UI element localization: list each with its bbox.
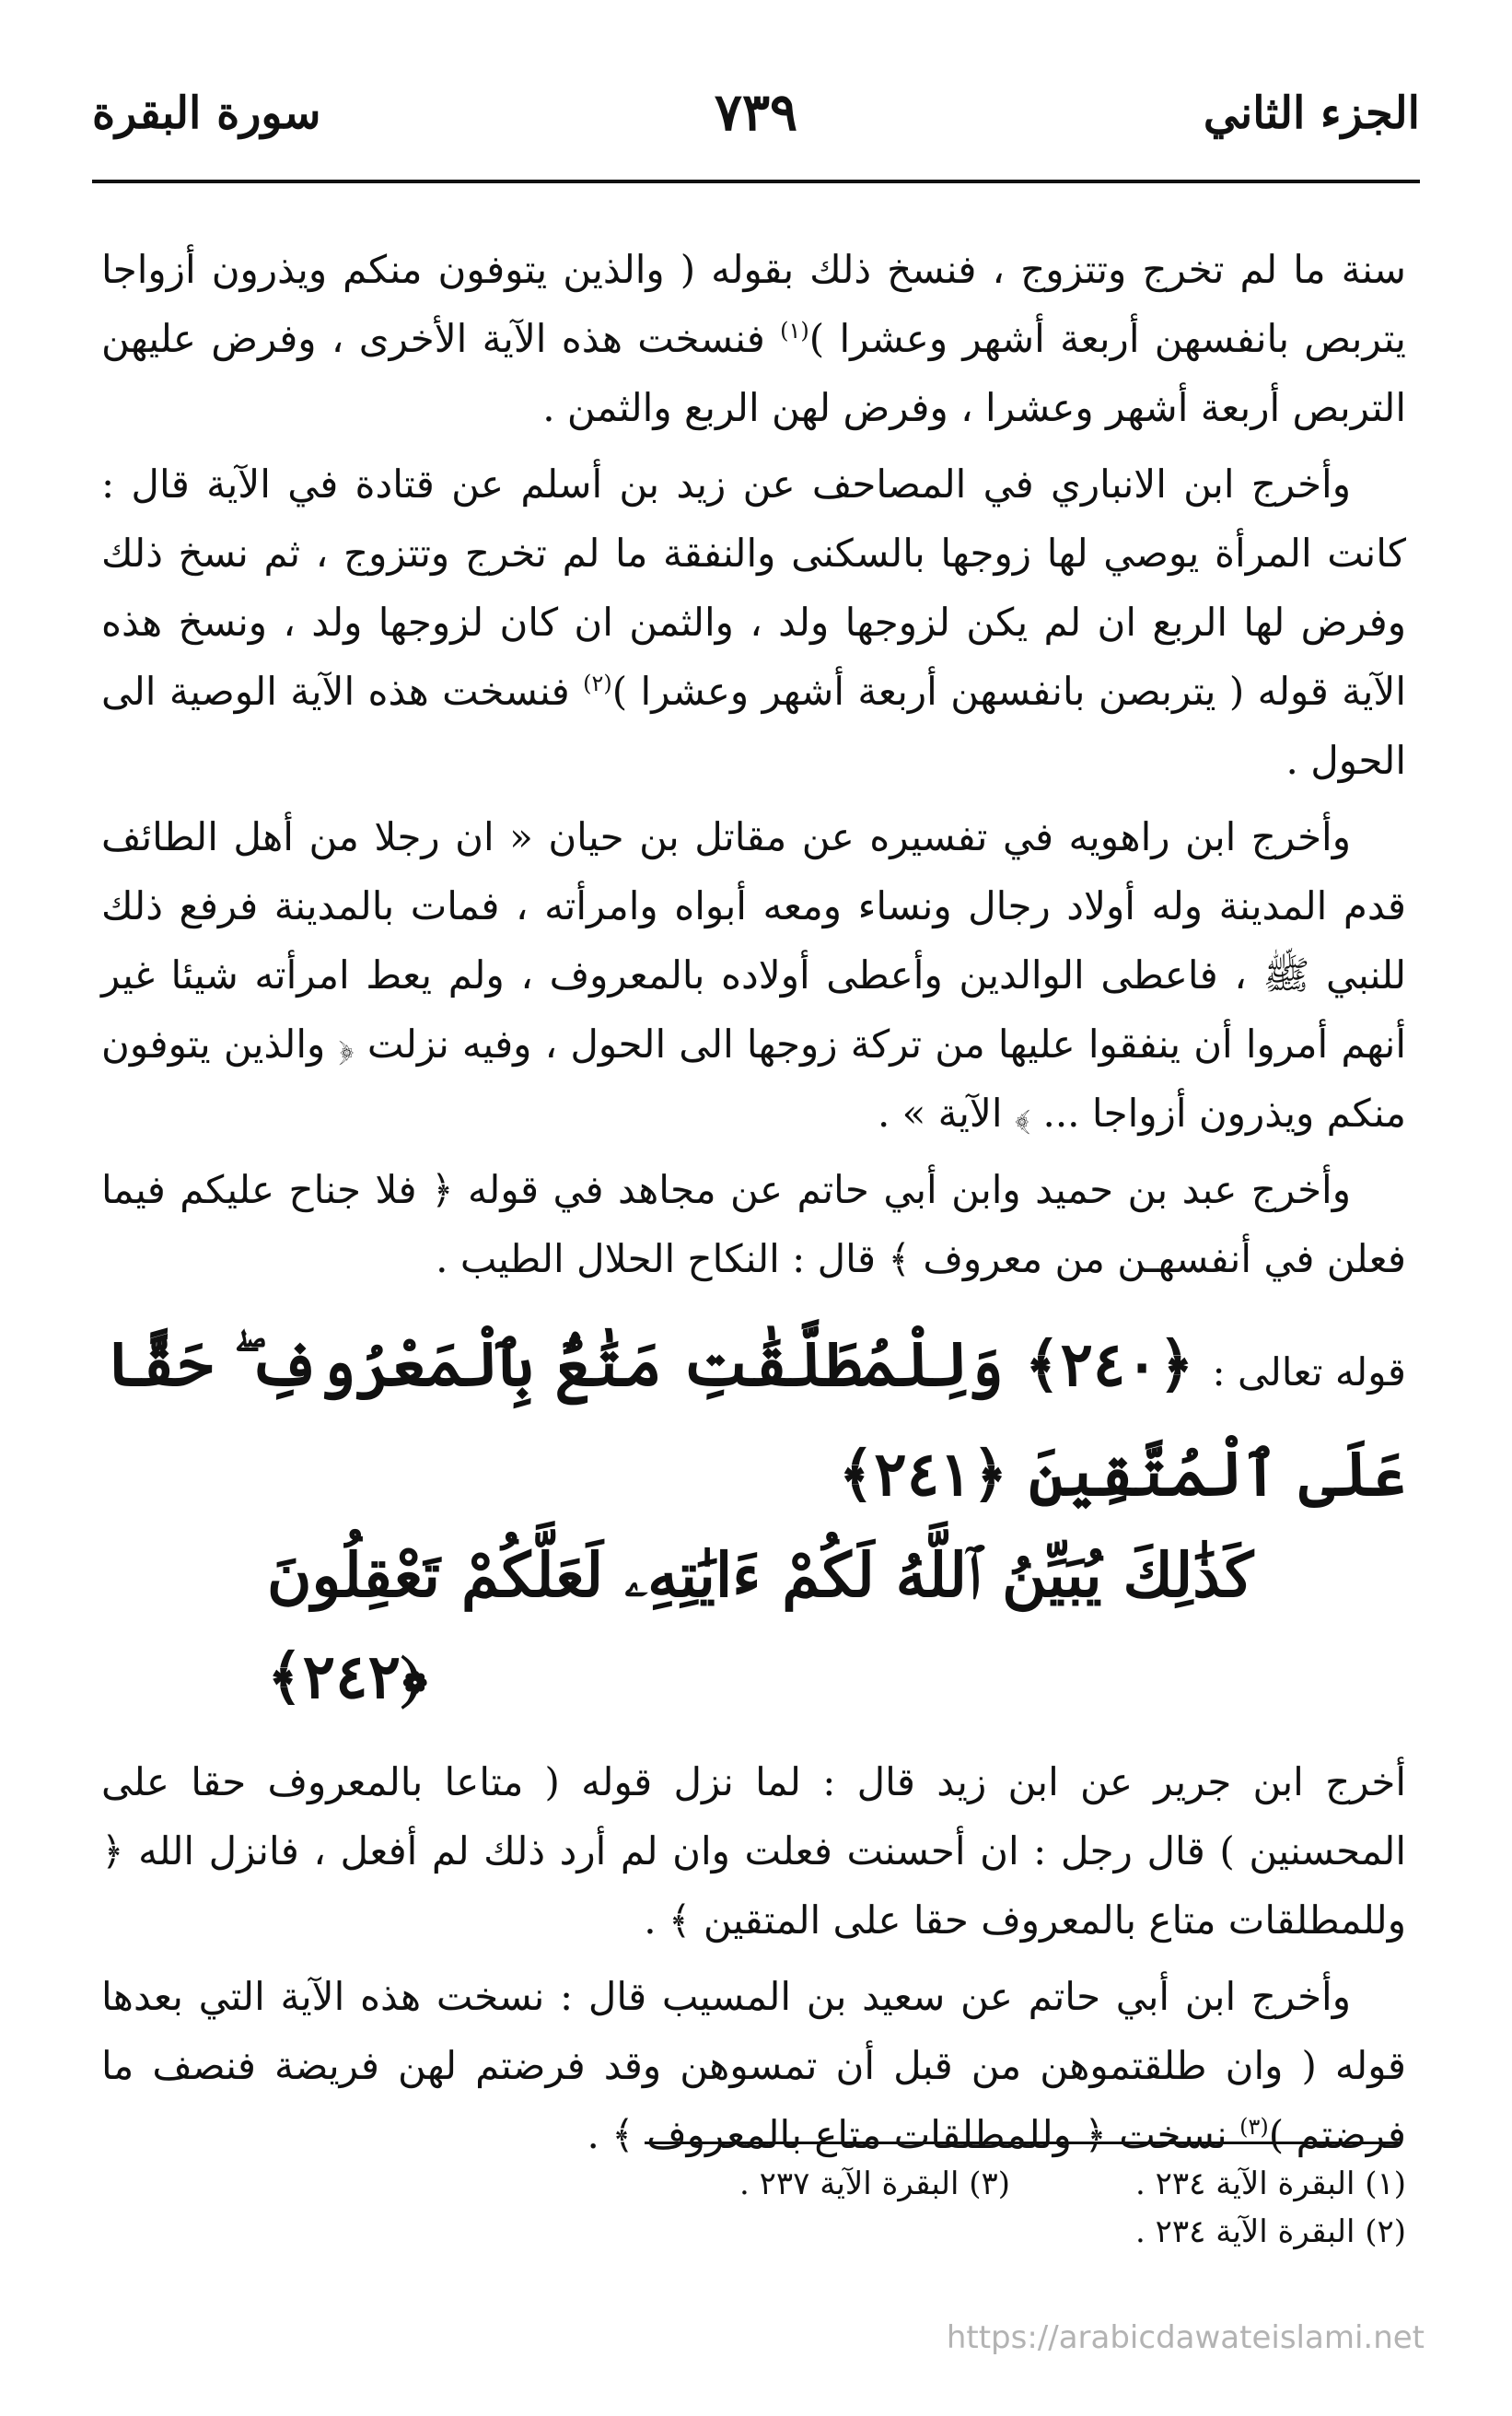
paragraph-6 (101, 1962, 1406, 2169)
main-text (101, 235, 1406, 2177)
watermark-url: https://arabicdawateislami.net (946, 2319, 1425, 2356)
footnote-ref: (٣) (1239, 2114, 1269, 2140)
running-header (92, 82, 1420, 161)
footnote-row (577, 2160, 1406, 2208)
paragraph-4: وأخرج عبد بن حميد وابن أبي حاتم عن مجاهد في قوله ﴿ فلا جناح عليكم فيما فعلن في أنفسهـن من معروف ﴾ قال : النكاح الحلال الطيب . (101, 1167, 1406, 1281)
paragraph-text: وأخرج ابن أبي حاتم عن سعيد بن المسيب قال : نسخت هذه الآية التي بعدها قوله ( وان طلقتموهن من قبل أن تمسوهن وقد فرضتم لهن فريضة فنصف ما فرضتم ) (101, 1974, 1406, 2157)
footnote-3: (٣) البقرة الآية ٢٣٧ . (739, 2165, 1010, 2202)
page-number: ٧٣٩ (714, 82, 798, 143)
footnote-1: (١) البقرة الآية ٢٣٤ . (1134, 2165, 1406, 2202)
footnote-rule (645, 2142, 1400, 2144)
header-rule (92, 180, 1420, 183)
paragraph-1 (101, 235, 1406, 442)
verse-text-1: ﴿٢٤٠﴾ وَلِلْمُطَلَّقَٰتِ مَتَٰعٌۢ بِٱلْمَعْرُوفِ ۖ حَقًّا عَلَى ٱلْمُتَّقِينَ ﴿٢٤١﴾ (105, 1328, 1406, 1510)
paragraph-text: سنة ما لم تخرج وتتزوج ، فنسخ ذلك بقوله ( والذين يتوفون منكم ويذرون أزواجا يتربص بانفسهن أربعة أشهر وعشرا ) (101, 247, 1406, 361)
paragraph-text: فنسخت هذه الآية الأخرى ، وفرض عليهن التربص أربعة أشهر وعشرا ، وفرض لهن الربع والثمن . (101, 316, 1406, 430)
footnotes (577, 2160, 1406, 2256)
verse-line-2: كَذَٰلِكَ يُبَيِّنُ ٱللَّهُ لَكُمْ ءَايَٰتِهِۦ لَعَلَّكُمْ تَعْقِلُونَ ﴿٢٤٢﴾ (267, 1539, 1254, 1712)
footnote-ref: (٢) (583, 671, 612, 696)
paragraph-text: نسخت ﴿ وللمطلقات متاع بالمعروف ﴾ . (587, 2112, 1240, 2157)
verse-intro: قوله تعالى : (1212, 1349, 1406, 1395)
paragraph-text: وأخرج ابن الانباري في المصاحف عن زيد بن أسلم عن قتادة في الآية قال : كانت المرأة يوصي لها زوجها بالسكنى والنفقة ما لم تخرج وتتزوج ، ثم نسخ ذلك وفرض لها الربع ان لم يكن لزوجها ولد ، والثمن ان كان لزوجها ولد ، ونسخ هذه الآية قوله ( يتربصن بانفسهن أربعة أشهر وعشرا ) (101, 461, 1406, 714)
paragraph-text: فنسخت هذه الآية الوصية الى الحول . (101, 669, 1406, 783)
paragraph-2 (101, 449, 1406, 795)
footnote-2: (٢) البقرة الآية ٢٣٤ . (1134, 2213, 1406, 2250)
header-part-title: الجزء الثاني (1203, 88, 1420, 139)
header-surah-title: سورة البقرة (92, 88, 321, 139)
paragraph-3: وأخرج ابن راهويه في تفسيره عن مقاتل بن حيان « ان رجلا من أهل الطائف قدم المدينة وله أولاد رجال ونساء ومعه أبواه وامرأته ، فمات بالمدينة فرفع ذلك للنبي ﷺ ، فاعطى الوالدين وأعطى أولاده بالمعروف ، ولم يعط امرأته شيئا غير أنهم أمروا أن ينفقوا عليها من تركة زوجها الى الحول ، وفيه نزلت ﴿ والذين يتوفون منكم ويذرون أزواجا ... ﴾ الآية » . (101, 814, 1406, 1136)
footnote-ref: (١) (780, 318, 809, 344)
footnote-row (577, 2208, 1406, 2256)
quran-verse-block (101, 1313, 1406, 1727)
paragraph-5: أخرج ابن جرير عن ابن زيد قال : لما نزل قوله ( متاعا بالمعروف حقا على المحسنين ) قال رجل : ان أحسنت فعلت وان لم أرد ذلك لم أفعل ، فانزل الله ﴿ وللمطلقات متاع بالمعروف حقا على المتقين ﴾ . (101, 1759, 1406, 1943)
verse-line-1 (101, 1313, 1406, 1524)
